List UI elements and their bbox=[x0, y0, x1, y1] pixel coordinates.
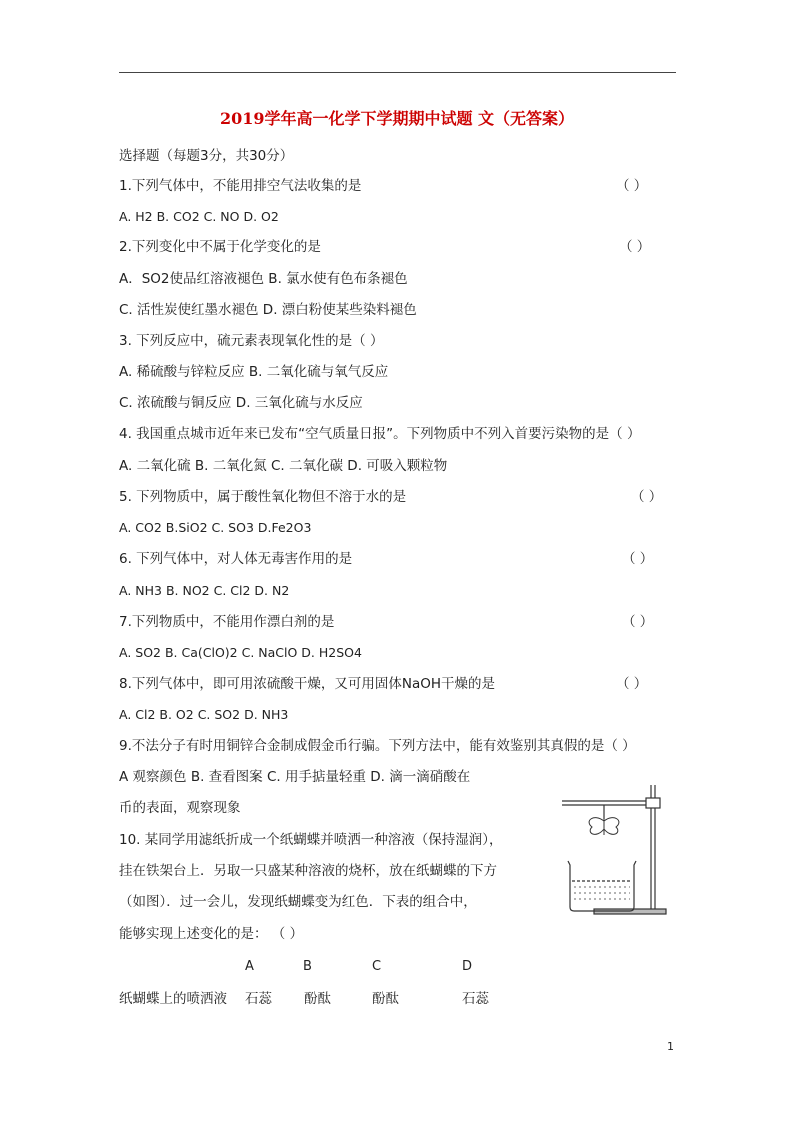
question-2-answer-blank: （ ） bbox=[619, 239, 651, 255]
question-8-stem: 8.下列气体中，即可用浓硫酸干燥，又可用固体NaOH干燥的是 bbox=[119, 676, 496, 692]
question-6-stem: 6. 下列气体中，对人体无毒害作用的是 bbox=[119, 551, 353, 567]
page-number: 1 bbox=[667, 1040, 674, 1053]
page-title: 2019学年高一化学下学期期中试题 文（无答案） bbox=[219, 109, 575, 128]
paper-butterfly bbox=[589, 818, 619, 835]
table-header-c: C bbox=[372, 959, 382, 974]
question-8-answer-blank: （ ） bbox=[616, 676, 648, 692]
question-3-stem: 3. 下列反应中，硫元素表现氧化性的是（ ） bbox=[119, 333, 384, 349]
question-10-line-2: 挂在铁架台上．另取一只盛某种溶液的烧杯，放在纸蝴蝶的下方 bbox=[119, 863, 497, 879]
question-10-line-1: 10. 某同学用滤纸折成一个纸蝴蝶并喷洒一种溶液（保持湿润）， bbox=[119, 832, 503, 848]
question-1-stem: 1.下列气体中，不能用排空气法收集的是 bbox=[119, 178, 362, 194]
question-2-options-cd: C. 活性炭使红墨水褪色 D. 漂白粉使某些染料褪色 bbox=[119, 302, 417, 318]
question-5-options: A. CO2 B.SiO2 C. SO3 D.Fe2O3 bbox=[119, 520, 312, 535]
question-6-options: A. NH3 B. NO2 C. Cl2 D. N2 bbox=[119, 583, 290, 598]
question-5-stem: 5. 下列物质中，属于酸性氧化物但不溶于水的是 bbox=[119, 489, 407, 505]
question-3-options-ab: A. 稀硫酸与锌粒反应 B. 二氧化硫与氧气反应 bbox=[119, 364, 389, 380]
question-2-options-ab: A．SO2使品红溶液褪色 B. 氯水使有色布条褪色 bbox=[119, 271, 408, 287]
question-9-stem: 9.不法分子有时用铜锌合金制成假金币行骗。下列方法中，能有效鉴别其真假的是（ ） bbox=[119, 738, 636, 754]
table-cell-d: 石蕊 bbox=[462, 991, 489, 1007]
table-cell-a: 石蕊 bbox=[245, 991, 272, 1007]
table-header-a: A bbox=[245, 959, 254, 974]
question-7-stem: 7.下列物质中，不能用作漂白剂的是 bbox=[119, 614, 335, 630]
question-7-answer-blank: （ ） bbox=[622, 614, 654, 630]
question-8-options: A. Cl2 B. O2 C. SO2 D. NH3 bbox=[119, 707, 289, 722]
table-header-d: D bbox=[462, 959, 473, 974]
question-1-options: A. H2 B. CO2 C. NO D. O2 bbox=[119, 209, 279, 224]
iron-stand-beaker-figure bbox=[556, 781, 676, 921]
header-rule bbox=[119, 72, 676, 73]
question-3-options-cd: C. 浓硫酸与铜反应 D. 三氧化硫与水反应 bbox=[119, 395, 363, 411]
question-4-options: A. 二氧化硫 B. 二氧化氮 C. 二氧化碳 D. 可吸入颗粒物 bbox=[119, 458, 448, 474]
question-9-options: A 观察颜色 B. 查看图案 C. 用手掂量轻重 D. 滴一滴硝酸在 bbox=[119, 769, 471, 785]
question-10-line-4: 能够实现上述变化的是： （ ） bbox=[119, 926, 304, 942]
table-header-b: B bbox=[303, 959, 312, 974]
question-5-answer-blank: （ ） bbox=[631, 489, 663, 505]
question-6-answer-blank: （ ） bbox=[622, 551, 654, 567]
question-7-options: A. SO2 B. Ca(ClO)2 C. NaClO D. H2SO4 bbox=[119, 645, 362, 660]
table-cell-c: 酚酞 bbox=[372, 991, 399, 1007]
table-row-label: 纸蝴蝶上的喷洒液 bbox=[119, 991, 227, 1007]
table-cell-b: 酚酞 bbox=[304, 991, 331, 1007]
question-9-options-continued: 币的表面，观察现象 bbox=[119, 800, 241, 816]
question-10-line-3: （如图）．过一会儿，发现纸蝴蝶变为红色．下表的组合中， bbox=[119, 894, 477, 910]
beaker bbox=[568, 861, 636, 911]
question-1-answer-blank: （ ） bbox=[616, 178, 648, 194]
question-4-stem: 4. 我国重点城市近年来已发布“空气质量日报”。下列物质中不列入首要污染物的是（ ） bbox=[119, 426, 641, 442]
question-2-stem: 2.下列变化中不属于化学变化的是 bbox=[119, 239, 321, 255]
section-heading: 选择题（每题3分，共30分） bbox=[119, 148, 294, 164]
